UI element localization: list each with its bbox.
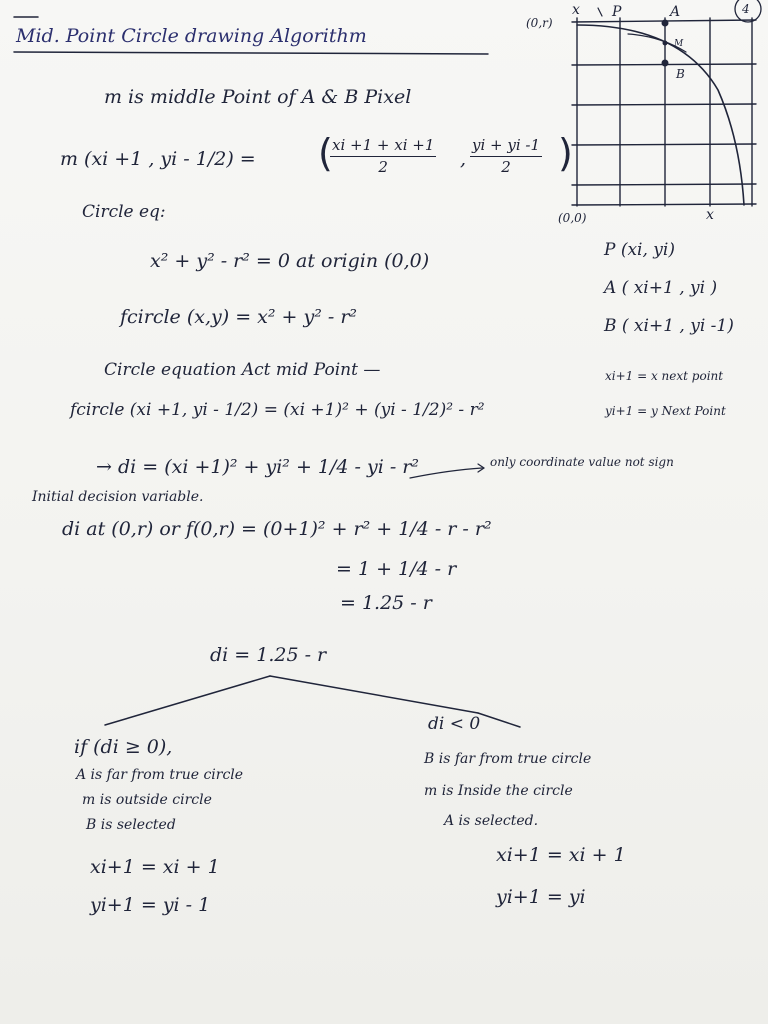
title-underline [14,52,488,54]
pixel-grid [572,18,756,206]
circle-eq-label: Circle eq: [82,202,166,222]
left-y-update: yi+1 = yi - 1 [90,894,211,916]
right-line1: B is far from true circle [424,751,592,767]
diagram-b-label: B [676,67,685,81]
corner-mark: 4 [742,2,750,16]
right-x-update: xi+1 = xi + 1 [496,844,626,866]
right-y-update: yi+1 = yi [496,886,586,908]
diagram-origin-bottom: (0,0) [558,211,587,225]
f-circle-definition: fcircle (x,y) = x² + y² - r² [120,306,358,328]
di-expression: → di = (xi +1)² + yi² + 1/4 - yi - r² [96,456,419,478]
intro-line: m is middle Point of A & B Pixel [104,86,412,108]
midpoint-y-fraction [470,138,542,175]
point-p: P (xi, yi) [604,240,675,260]
frac2-denominator: 2 [501,158,511,176]
di-initial-expression: di at (0,r) or f(0,r) = (0+1)² + r² + 1/4 - r - r² [62,518,492,540]
true-circle-arc [577,25,744,205]
pixel-a-dot [662,20,669,27]
initial-decision-label: Initial decision variable. [32,489,204,505]
note-arrow [410,468,482,478]
sign-note: only coordinate value not sign [490,455,674,469]
point-a: A ( xi+1 , yi ) [604,278,718,298]
diagram-x-top: x [572,2,580,18]
midpoint-dot [663,41,668,46]
right-line2: m is Inside the circle [424,783,573,799]
tree-left-branch [105,676,270,725]
diagram-a-label: A [670,4,681,20]
right-line3: A is selected. [444,813,539,829]
frac1-numerator: xi +1 + xi +1 [330,138,436,157]
notebook-page: Mid. Point Circle drawing Algorithm 4 (0,r) (0,0) x P A M B x m is middle Point of A & B Pixel m (xi +1 , yi - 1/2) = ( $\frac{xi +1 + xi +1}{2}$ , $\frac{yi + yi -1}{2}$ ) Circle eq: x² + y² - r² = 0 at origin (0,0) fcircle (x,y) = x² + y² - r² P (xi, yi) A ( xi+1 , yi ) B ( xi+1 , yi -1) xi+1 = x next point yi+1 = y Next Point Circle equation Act mid Point — fcircle (xi +1, yi - 1/2) = (xi +1)² + (yi - 1/2)² - r² → di = (xi +1)² + yi² + 1/4 - yi - r² only coordinate value not sign Initial decision variable. di at (0,r) or f(0,r) = (0+1)² + r² + 1/4 - r - r² = 1 + 1/4 - r = 1.25 - r di = 1.25 - r if (di ≥ 0), A is far from true circle m is outside circle B is selected xi+1 = xi + 1 yi+1 = yi - 1 di < 0 B is far from true circle m is Inside the circle A is selected. xi+1 = xi + 1 yi+1 = yi [0,0,768,1024]
midpoint-x-fraction [330,138,436,175]
circle-equation: x² + y² - r² = 0 at origin (0,0) [150,250,430,272]
left-condition: if (di ≥ 0), [74,736,173,758]
frac2-numerator: yi + yi -1 [470,138,542,157]
left-line3: B is selected [86,817,176,833]
frac1-denominator: 2 [378,158,388,176]
y-next-def: yi+1 = y Next Point [605,404,726,418]
midpoint-lhs: m (xi +1 , yi - 1/2) = [60,148,256,170]
diagram-origin-top: (0,r) [526,16,553,30]
x-next-def: xi+1 = x next point [605,369,724,383]
right-condition: di < 0 [428,714,481,734]
f-circle-midpoint: fcircle (xi +1, yi - 1/2) = (xi +1)² + (yi - 1/2)² - r² [70,400,485,420]
pixel-b-dot [662,60,669,67]
circle-at-mid-label: Circle equation Act mid Point — [104,360,381,380]
left-x-update: xi+1 = xi + 1 [90,856,220,878]
diagram-p-label: P [612,4,622,20]
page-title: Mid. Point Circle drawing Algorithm [16,25,367,47]
left-line1: A is far from true circle [76,767,244,783]
point-b: B ( xi+1 , yi -1) [604,316,734,336]
tree-right-branch [270,676,478,713]
diagram-x-bottom: x [706,207,714,223]
di-step1: = 1 + 1/4 - r [336,558,457,580]
left-line2: m is outside circle [82,792,212,808]
diagram-m-label: M [674,39,684,49]
di-step2: = 1.25 - r [340,592,432,614]
di-root: di = 1.25 - r [210,644,327,666]
